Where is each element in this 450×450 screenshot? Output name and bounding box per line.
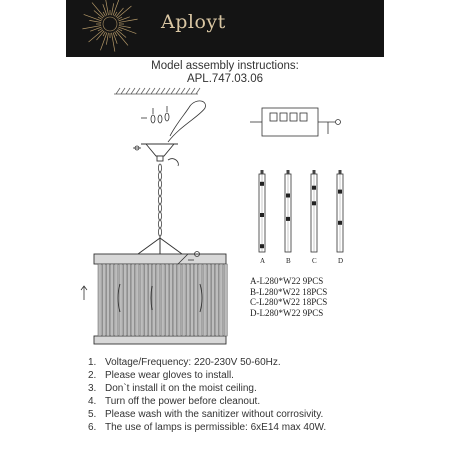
instruction-item: 3. Don`t install it on the moist ceiling. xyxy=(88,383,257,394)
terminal-block xyxy=(250,108,341,136)
crystal-label: B xyxy=(286,257,291,265)
instruction-item: 1. Voltage/Frequency: 220-230V 50-60Hz. xyxy=(88,357,281,368)
crystal-type-b xyxy=(285,170,291,265)
instruction-item: 5. Please wash with the sanitizer without corrosivity. xyxy=(88,409,324,420)
spec-row: A-L280*W22 9PCS xyxy=(250,276,324,286)
brand-name: Aployt xyxy=(161,11,226,33)
crystal-label: C xyxy=(312,257,317,265)
spec-row: B-L280*W22 18PCS xyxy=(250,286,328,297)
instruction-item: 6. The use of lamps is permissible: 6xE14 max 40W. xyxy=(88,422,327,433)
screw-icon xyxy=(141,106,169,123)
crystal-spec-list xyxy=(250,276,327,318)
instruction-list xyxy=(88,356,326,434)
brand-header xyxy=(66,0,384,57)
spec-row: C-L280*W22 18PCS xyxy=(250,297,328,307)
suspension-chain xyxy=(159,164,162,236)
crystal-label: A xyxy=(260,257,266,265)
chandelier-body xyxy=(94,236,227,344)
crystal-type-c xyxy=(311,170,317,265)
power-wire xyxy=(168,101,205,142)
assembly-diagram xyxy=(0,86,450,354)
model-number: APL.747.03.06 xyxy=(186,73,264,85)
page-title: Model assembly instructions: xyxy=(151,60,299,72)
spec-row: D-L280*W22 9PCS xyxy=(250,307,324,318)
sunburst-icon xyxy=(66,0,156,57)
instruction-item: 2. Please wear gloves to install. xyxy=(88,370,234,381)
crystal-type-a xyxy=(259,170,265,265)
ceiling-hatch xyxy=(114,88,200,94)
instruction-item: 4. Turn off the power before cleanout. xyxy=(88,396,261,407)
crystal-type-d xyxy=(337,170,343,265)
crystal-types xyxy=(259,170,343,265)
crystal-label: D xyxy=(338,257,344,265)
